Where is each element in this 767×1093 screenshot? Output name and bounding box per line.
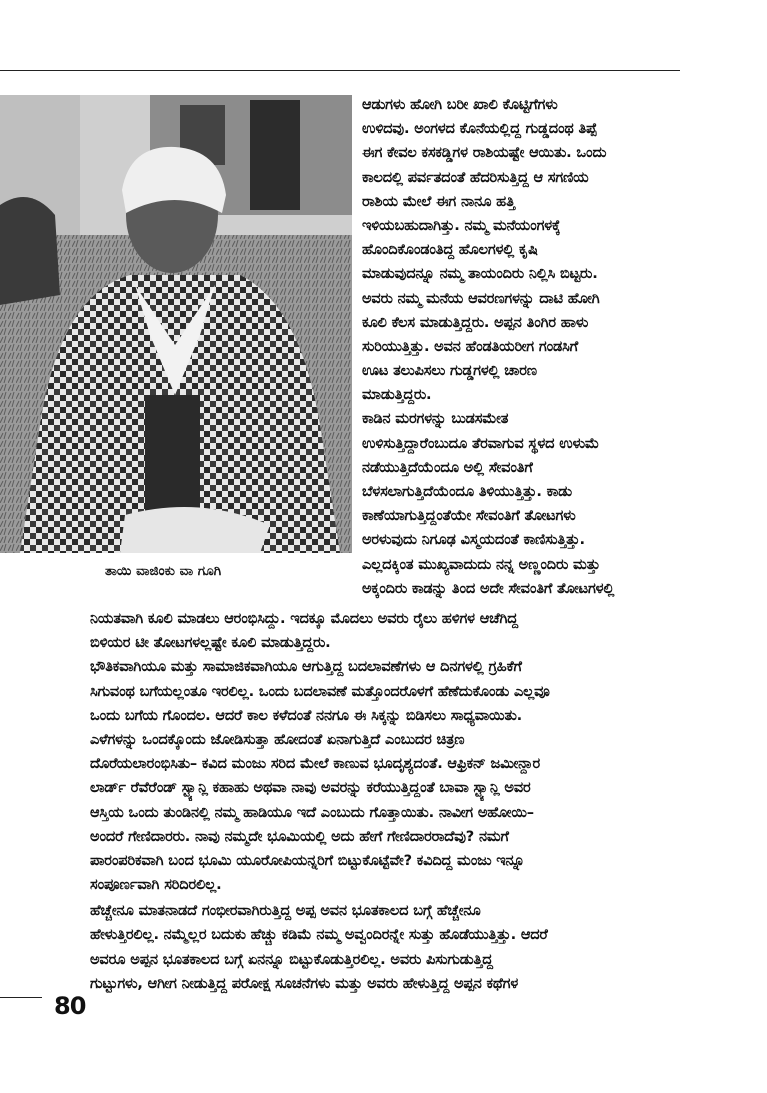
text-line: ಕೂಲಿ ಕೆಲಸ ಮಾಡುತ್ತಿದ್ದರು. ಅಪ್ಪನ ತಿಂಗಿರ ಹಾಳು (362, 313, 589, 331)
text-line: ಉಳಿದವು. ಅಂಗಳದ ಕೊನೆಯಲ್ಲಿದ್ದ ಗುಡ್ಡದಂಥ ತಿಪ್ಪೆ (362, 120, 597, 138)
text-line: ಹೆಚ್ಚೇನೂ ಮಾತನಾಡದೆ ಗಂಭೀರವಾಗಿರುತ್ತಿದ್ದ ಅಪ್ಪ ಅವನ ಭೂತಕಾಲದ ಬಗ್ಗೆ ಹೆಚ್ಚೇನೂ (90, 902, 481, 920)
text-line: ಬಿಳಿಯರ ಟೀ ತೋಟಗಳಲ್ಲಷ್ಟೇ ಕೂಲಿ ಮಾಡುತ್ತಿದ್ದರು. (90, 634, 331, 652)
portrait-photo-icon (0, 95, 352, 553)
text-line: ನಿಯತವಾಗಿ ಕೂಲಿ ಮಾಡಲು ಆರಂಭಿಸಿದ್ದು. ಇದಕ್ಕೂ ಮೊದಲು ಅವರು ರೈಲು ಹಳಿಗಳ ಆಚೆಗಿದ್ದ (90, 610, 518, 627)
text-line: ಅಕ್ಕಂದಿರು ಕಾಡನ್ನು ತಿಂದ ಅದೇ ಸೇವಂತಿಗೆ ತೋಟಗಳಲ್ಲಿ (362, 579, 615, 597)
text-line: ಹೊಂದಿಕೊಂಡಂತಿದ್ದ ಹೊಲಗಳಲ್ಲಿ ಕೃಷಿ (362, 241, 538, 259)
text-line: ಉಳಿಸುತ್ತಿದ್ದಾರೆಂಬುದೂ ತೆರವಾಗುವ ಸ್ಥಳದ ಉಳುಮೆ (362, 434, 600, 452)
body-text (90, 607, 680, 996)
text-line: ರಾಶಿಯ ಮೇಲೆ ಈಗ ನಾನೂ ಹತ್ತಿ (362, 192, 515, 210)
portrait-photo (0, 95, 352, 553)
text-line: ಬೆಳಸಲಾಗುತ್ತಿದೆಯೆಂದೂ ತಿಳಿಯುತ್ತಿತ್ತು. ಕಾಡು (362, 483, 572, 500)
column-text (362, 93, 680, 601)
text-line: ಕಾಡಿನ ಮರಗಳನ್ನು ಬುಡಸಮೇತ (362, 410, 509, 428)
text-line: ಅರಳುವುದು ನಿಗೂಢ ವಿಸ್ಮಯದಂತೆ ಕಾಣಿಸುತ್ತಿತ್ತು. (362, 531, 585, 549)
footer-rule (0, 997, 42, 998)
text-line: ಅವರು ನಮ್ಮ ಮನೆಯ ಆವರಣಗಳನ್ನು ದಾಟಿ ಹೋಗಿ (362, 289, 600, 307)
text-line: ಲಾರ್ಡ್ ರೆವೆರೆಂಡ್ ಸ್ಟ್ಯಾನ್ಲಿ ಕಹಾಹು ಅಥವಾ ನಾವು ಅವರನ್ನು ಕರೆಯುತ್ತಿದ್ದಂತೆ ಬಾವಾ ಸ್ಟ್ಯಾನ್ಲಿ ಅವರ (90, 779, 531, 797)
text-line: ಅಂದರೆ ಗೇಣಿದಾರರು. ನಾವು ನಮ್ಮದೇ ಭೂಮಿಯಲ್ಲಿ ಅದು ಹೇಗೆ ಗೇಣಿದಾರರಾದೆವು? ನಮಗೆ (90, 827, 509, 845)
text-line: ಇಳಿಯಬಹುದಾಗಿತ್ತು. ನಮ್ಮ ಮನೆಯಂಗಳಕ್ಕೆ (362, 216, 561, 234)
photo-caption: ತಾಯಿ ವಾಜಿಂಕು ವಾ ಗೂಗಿ (105, 563, 222, 579)
text-line: ಕಾಲದಲ್ಲಿ ಪರ್ವತದಂತೆ ಹೆದರಿಸುತ್ತಿದ್ದ ಆ ಸಗಣಿಯ (362, 168, 589, 186)
text-line: ಆಸ್ತಿಯ ಒಂದು ತುಂಡಿನಲ್ಲಿ ನಮ್ಮ ಹಾಡಿಯೂ ಇದೆ ಎಂಬುದು ಗೊತ್ತಾಯಿತು. ನಾವೀಗ ಅಹೋಯಿ– (90, 803, 534, 821)
text-line: ಊಟ ತಲುಪಿಸಲು ಗುಡ್ಡಗಳಲ್ಲಿ ಚಾರಣ (362, 362, 537, 380)
text-line: ಮಾಡುವುದನ್ನೂ ನಮ್ಮ ತಾಯಂದಿರು ನಿಲ್ಲಿಸಿ ಬಿಟ್ಟರು. (362, 265, 598, 283)
text-line: ಎಳೆಗಳನ್ನು ಒಂದಕ್ಕೊಂದು ಜೋಡಿಸುತ್ತಾ ಹೋದಂತೆ ಏನಾಗುತ್ತಿದೆ ಎಂಬುದರ ಚಿತ್ರಣ (90, 730, 465, 748)
text-line: ಗುಟ್ಟುಗಳು, ಆಗೀಗ ನೀಡುತ್ತಿದ್ದ ಪರೋಕ್ಷ ಸೂಚನೆಗಳು ಮತ್ತು ಅವರು ಹೇಳುತ್ತಿದ್ದ ಅಪ್ಪನ ಕಥೆಗಳ (90, 974, 519, 992)
text-line: ಕಾಣೆಯಾಗುತ್ತಿದ್ದಂತೆಯೇ ಸೇವಂತಿಗೆ ತೋಟಗಳು (362, 507, 576, 525)
text-line: ಭೌತಿಕವಾಗಿಯೂ ಮತ್ತು ಸಾಮಾಜಿಕವಾಗಿಯೂ ಆಗುತ್ತಿದ್ದ ಬದಲಾವಣೆಗಳು ಆ ದಿನಗಳಲ್ಲಿ ಗ್ರಹಿಕೆಗೆ (90, 658, 522, 676)
top-rule (0, 70, 680, 71)
text-line: ಅವರೂ ಅಪ್ಪನ ಭೂತಕಾಲದ ಬಗ್ಗೆ ಏನನ್ನೂ ಬಿಟ್ಟುಕೊಡುತ್ತಿರಲಿಲ್ಲ. ಅವರು ಪಿಸುಗುಡುತ್ತಿದ್ದ (90, 950, 493, 968)
text-line: ಹೇಳುತ್ತಿರಲಿಲ್ಲ. ನಮ್ಮೆಲ್ಲರ ಬದುಕು ಹೆಚ್ಚು ಕಡಿಮೆ ನಮ್ಮ ಅವ್ವಂದಿರನ್ನೇ ಸುತ್ತು ಹೊಡೆಯುತ್ತಿತ್ತು. ಆದರೆ (90, 926, 548, 944)
text-line: ಸುರಿಯುತ್ತಿತ್ತು. ಅವನ ಹೆಂಡತಿಯರೀಗ ಗಂಡಸಿಗೆ (362, 337, 578, 355)
text-line: ದೊರೆಯಲಾರಂಭಿಸಿತು– ಕವಿದ ಮಂಜು ಸರಿದ ಮೇಲೆ ಕಾಣುವ ಭೂದೃಶ್ಯದಂತೆ. ಆಫ್ರಿಕನ್ ಜಮೀನ್ದಾರ (90, 755, 541, 773)
page-number: 80 (54, 992, 86, 1020)
text-line: ನಡೆಯುತ್ತಿದೆಯೆಂದೂ ಅಲ್ಲಿ ಸೇವಂತಿಗೆ (362, 458, 533, 476)
text-line: ಆಡುಗಳು ಹೋಗಿ ಬರೀ ಖಾಲಿ ಕೊಟ್ಟಿಗೆಗಳು (362, 96, 558, 113)
text-line: ಈಗ ಕೇವಲ ಕಸಕಡ್ಡಿಗಳ ರಾಶಿಯಷ್ಟೇ ಆಯಿತು. ಒಂದು (362, 144, 607, 162)
text-line: ಸಿಗುವಂಥ ಬಗೆಯಲ್ಲಂತೂ ಇರಲಿಲ್ಲ. ಒಂದು ಬದಲಾವಣೆ ಮತ್ತೊಂದರೊಳಗೆ ಹೆಣೆದುಕೊಂಡು ಎಲ್ಲವೂ (90, 682, 550, 700)
text-line: ಎಲ್ಲದಕ್ಕಿಂತ ಮುಖ್ಯವಾದುದು ನನ್ನ ಅಣ್ಣಂದಿರು ಮತ್ತು (362, 555, 601, 573)
text-line: ಮಾಡುತ್ತಿದ್ದರು. (362, 386, 432, 404)
text-line: ಸಂಪೂರ್ಣವಾಗಿ ಸರಿದಿರಲಿಲ್ಲ. (90, 876, 222, 894)
text-line: ಪಾರಂಪರಿಕವಾಗಿ ಬಂದ ಭೂಮಿ ಯೂರೋಪಿಯನ್ನರಿಗೆ ಬಿಟ್ಟುಕೊಟ್ಟೆವೇ? ಕವಿದಿದ್ದ ಮಂಜು ಇನ್ನೂ (90, 851, 525, 869)
text-line: ಒಂದು ಬಗೆಯ ಗೊಂದಲ. ಆದರೆ ಕಾಲ ಕಳೆದಂತೆ ನನಗೂ ಈ ಸಿಕ್ಕನ್ನು ಬಿಡಿಸಲು ಸಾಧ್ಯವಾಯಿತು. (90, 706, 523, 724)
